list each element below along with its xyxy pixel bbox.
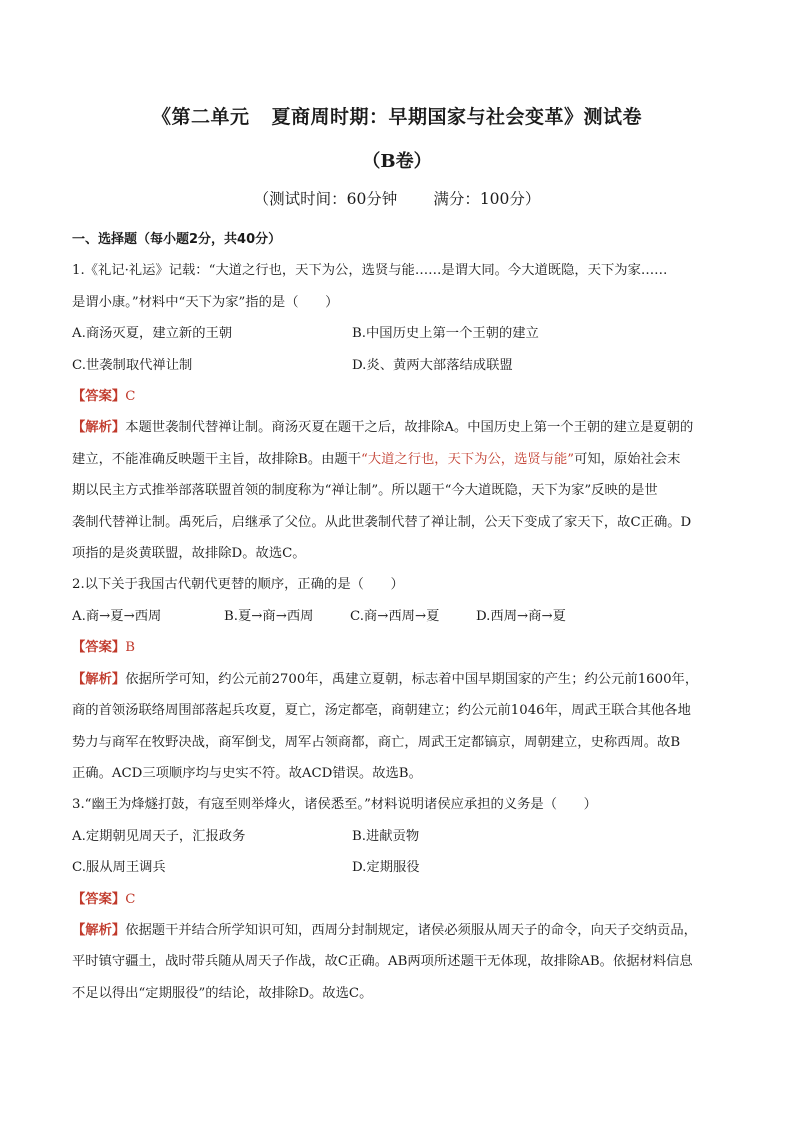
test-meta: [0, 187, 794, 209]
test-time: （测试时间：60分钟: [253, 190, 398, 208]
q1-analysis-line-3: 期以民主方式推举部落联盟首领的制度称为“禅让制”。所以题干“今大道既隐，天下为家”反映的是世: [72, 483, 658, 499]
q1-analysis-quote: “大道之行也，天下为公，选贤与能”: [361, 451, 575, 467]
analysis-tag: 【解析】: [72, 671, 126, 687]
q2-analysis-line-1: [72, 664, 726, 695]
q1-analysis-text-1: 本题世袭制代替禅让制。商汤灭夏在题干之后，故排除A。中国历史上第一个王朝的建立是夏朝的: [125, 420, 694, 436]
q1-option-d: D.炎、黄两大部落结成联盟: [352, 357, 513, 373]
q3-analysis-line-3: 不足以得出“定期服役”的结论，故排除D。故选C。: [72, 985, 373, 1001]
q1-analysis-line-1: [72, 412, 726, 443]
q2-option-a: A.商→夏→西周: [72, 608, 162, 624]
q2-options-row: [72, 601, 726, 632]
q3-option-c: C.服从周王调兵: [72, 860, 166, 876]
title-part-2: 夏商周时期：早期国家与社会变革》测试卷: [271, 106, 643, 128]
q1-answer-value: C: [125, 389, 136, 405]
answer-tag: 【答案】: [72, 389, 126, 405]
q2-answer-value: B: [125, 640, 135, 656]
q1-option-a: A.商汤灭夏，建立新的王朝: [72, 326, 233, 342]
q1-option-b: B.中国历史上第一个王朝的建立: [352, 326, 539, 342]
q2-stem: 2.以下关于我国古代朝代更替的顺序，正确的是（ ）: [72, 577, 404, 593]
test-score: 满分：100分）: [433, 190, 541, 208]
q3-analysis-line-1: [72, 915, 726, 946]
analysis-tag: 【解析】: [72, 420, 126, 436]
q1-analysis-text-2b: 可知，原始社会末: [574, 451, 681, 467]
q2-option-c: C.商→西周→夏: [350, 608, 440, 624]
answer-tag: 【答案】: [72, 640, 126, 656]
question-content: [72, 224, 726, 1009]
q2-option-d: D.西周→商→夏: [476, 608, 566, 624]
q1-options-row-1: [72, 318, 726, 349]
q3-options-row-2: [72, 852, 726, 883]
page-title: [0, 102, 794, 129]
q1-analysis-line-2: [72, 444, 726, 475]
q3-analysis-text-1: 依据题干并结合所学知识可知，西周分封制规定，诸侯必须服从周天子的命令，向天子交纳贡品，: [125, 922, 697, 938]
q3-answer-value: C: [125, 891, 136, 907]
analysis-tag: 【解析】: [72, 922, 126, 938]
q3-stem: 3.“幽王为烽燧打鼓，有寇至则举烽火，诸侯悉至。”材料说明诸侯应承担的义务是（ ）: [72, 797, 597, 813]
q3-analysis-line-2: 平时镇守疆土，战时带兵随从周天子作战，故C正确。AB两项所述题干无体现，故排除AB。依据材料信息: [72, 954, 693, 970]
q2-answer: [72, 632, 726, 663]
section-heading: 一、选择题（每小题2分，共40分）: [72, 232, 282, 247]
q3-answer: [72, 884, 726, 915]
q3-option-d: D.定期服役: [352, 860, 420, 876]
q2-analysis-line-3: 势力与商军在牧野决战，商军倒戈，周军占领商都，商亡，周武王定都镐京，周朝建立，史称西周。故B: [72, 734, 681, 750]
q2-analysis-line-2: 商的首领汤联络周围部落起兵攻夏，夏亡，汤定都亳，商朝建立；约公元前1046年，周武王联合其他各地: [72, 703, 691, 719]
title-part-1: 《第二单元: [151, 106, 250, 128]
q2-analysis-line-4: 正确。ACD三项顺序均与史实不符。故ACD错误。故选B。: [72, 765, 422, 781]
q1-answer: [72, 381, 726, 412]
q1-analysis-line-5: 项指的是炎黄联盟，故排除D。故选C。: [72, 546, 306, 562]
answer-tag: 【答案】: [72, 891, 126, 907]
q3-option-b: B.进献贡物: [352, 828, 420, 844]
q2-option-b: B.夏→商→西周: [224, 608, 314, 624]
page-subtitle: （B卷）: [362, 151, 432, 172]
q3-option-a: A.定期朝见周天子，汇报政务: [72, 828, 246, 844]
q1-stem-line-1: 1.《礼记·礼运》记载：“大道之行也，天下为公，选贤与能……是谓大同。今大道既隐，天下为家……: [72, 263, 668, 279]
q1-analysis-text-2a: 建立，不能准确反映题干主旨，故排除B。由题干: [72, 451, 362, 467]
q1-stem-line-2: 是谓小康。”材料中“天下为家”指的是（ ）: [72, 294, 339, 310]
q1-option-c: C.世袭制取代禅让制: [72, 357, 193, 373]
q3-options-row-1: [72, 821, 726, 852]
q1-analysis-line-4: 袭制代替禅让制。禹死后，启继承了父位。从此世袭制代替了禅让制，公天下变成了家天下，故C正确。D: [72, 514, 692, 530]
q1-options-row-2: [72, 350, 726, 381]
q2-analysis-text-1: 依据所学可知，约公元前2700年，禹建立夏朝，标志着中国早期国家的产生；约公元前1600年，: [125, 671, 699, 687]
